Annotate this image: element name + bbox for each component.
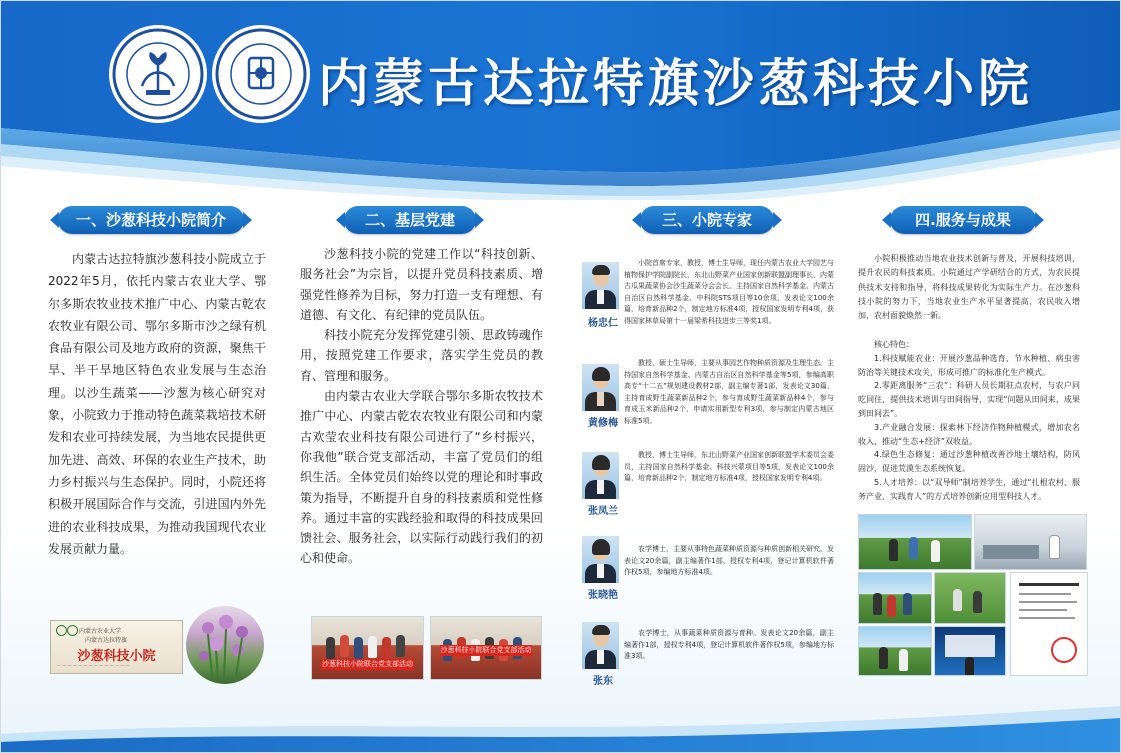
party-paragraph-3: 由内蒙古农业大学联合鄂尔多斯农牧技术推广中心、内蒙古乾农农牧业有限公司和内蒙古欢莹农业科技有限公司进行了“乡村振兴，你我他”联合党支部活动，丰富了党员们的组织生活。全体党员们始终以党的理论和时事政策为指导，不断提升自身的科技素质和党性修养。通过丰富的实践经验和取得的科技成果回馈社会、服务社会，以实际行动践行我们的初心和使命。 (300, 389, 543, 566)
core-item: 3.产业融合发展：探索林下经济作物种植模式，增加农名收入，推动“生态+经济”双收益。 (858, 422, 1080, 446)
placard-title: 内蒙古达拉特旗 (85, 637, 128, 644)
placard-photo (50, 620, 183, 674)
expert-name: 张凤兰 (588, 506, 618, 517)
expert-bio: 农学博士，从事蔬菜种质资源与育种。发表论文20余篇，副主编著作1部，授权专利4项，登记计算机软件著作权5项，参编地方标准3项。 (624, 629, 834, 661)
expert-name: 杨忠仁 (588, 318, 618, 329)
core-item: 1.科技赋能农业：开展沙葱品种选育、节水种植、病虫害防治等关键技术攻关，形成可推广的标准化生产模式。 (858, 353, 1080, 377)
core-item: 5.人才培养：以“双导师”制培养学生，通过“扎根农村、服务产业、实践育人”的方式培养创新应用型科技人才。 (858, 477, 1080, 501)
sand-onion-flower-photo (186, 606, 264, 684)
party-banner: 沙葱科技小院联合党支部活动 (322, 660, 413, 668)
board-title: 内蒙古达拉特旗沙葱科技小院 (318, 55, 1034, 114)
expert-photo (582, 536, 619, 583)
placard-foot-line: — — — — — — — — — — — — — — (57, 663, 130, 668)
certificate-document-photo (1010, 572, 1088, 676)
section-intro-text (48, 248, 266, 560)
placard-logo (67, 625, 78, 636)
party-paragraph-1: 沙葱科技小院的党建工作以“科技创新、服务社会”为宗旨，以提升党员科技素质、增强党性修养为目标，努力打造一支有理想、有道德、有文化、有纪律的党员队伍。 (300, 247, 543, 322)
expert-photo (582, 452, 619, 499)
placard-small-text: 内蒙古农业大学 (79, 628, 122, 635)
expert-bio: 教授，硕士生导师，主要从事园艺作物种质资源及生理生态。主持国家自然科学基金、内蒙古自治区自然科学基金等5项，参编高职高专“十二五”规划建设教材2部，副主编专著1部，发表论文30篇，主持育成野生蔬菜新品种2个，参与育成野生蔬菜新品种4个，参与育成玉米新品种2个，申请实用新型专利3项，参与制定内蒙古地区标准5项。 (624, 359, 834, 425)
section-service-header: 四.服务与成果 (890, 206, 1036, 234)
service-core-features (858, 338, 1080, 504)
field-inspection-photo (858, 626, 932, 676)
party-paragraph-2: 科技小院充分发挥党建引领、思政铸魂作用，按照党建工作要求，落实学生党员的教育、管理和服务。 (300, 328, 543, 383)
party-banner: 沙葱科技小院联合党支部活动 (440, 646, 532, 654)
section-party-header: 二、基层党建 (344, 206, 476, 234)
expert-photo (582, 622, 619, 669)
field-visit-photo (858, 572, 932, 624)
core-item: 4.绿色生态修复：通过沙葱种植改善沙地土壤结构，防风固沙，促进荒漠生态系统恢复。 (858, 450, 1080, 474)
science-backyard-logo (112, 28, 204, 120)
expert-bio: 教授，博士生导师，东北山野菜产业国家创新联盟学术委员会委员，主持国家自然科学基金、科技兴蒙项目等5项，发表论文100余篇，培育新品种2个，制定地方标准4项，授权国家发明专利4项。 (624, 451, 834, 483)
onion-planting-photo (934, 572, 1006, 624)
meeting-screen-photo (934, 626, 1006, 676)
core-item: 2.零距离服务“三农”：科研人员长期驻点农村，与农户同吃同住，提供技术培训与田间指导，实现“问题从田间来，成果到田间去”。 (858, 381, 1080, 418)
header-banner (0, 0, 1121, 200)
section-experts-header: 三、小院专家 (640, 206, 774, 234)
core-title: 核心特色： (874, 340, 914, 349)
intro-paragraph: 内蒙古达拉特旗沙葱科技小院成立于2022年5月，依托内蒙古农业大学、鄂尔多斯农牧业技术推广中心、内蒙古乾农农牧业有限公司、鄂尔多斯市沙之绿有机食品有限公司及地方政府的资源，聚焦干旱、半干旱地区特色农业发展与生态治理。以沙生蔬菜——沙葱为核心研究对象，小院致力于推动特色蔬菜栽培技术研发和农业可持续发展，为当地农民提供更加先进、高效、环保的农业生产技术，助力乡村振兴与生态保护。同时，小院还将积极开展国际合作与交流，引进国内外先进的农业科技成果，为推动我国现代农业发展贡献力量。 (48, 252, 266, 556)
expert-name: 张晓艳 (588, 590, 618, 601)
expert-photo (582, 262, 619, 309)
expert-photo (582, 364, 619, 411)
field-training-photo (858, 514, 972, 570)
placard-logo (56, 625, 67, 636)
lab-research-photo (974, 514, 1087, 570)
section-party-text (300, 244, 543, 569)
party-activity-photo (430, 616, 542, 680)
bottom-wave (0, 694, 1121, 753)
inner-mongolia-agricultural-university-logo (215, 28, 307, 120)
expert-name: 张东 (593, 676, 613, 687)
placard-main-text: 沙葱科技小院 (77, 649, 156, 664)
service-intro: 小院积极推动当地农业技术创新与普及，开展科技培训，提升农民的科技素质。小院通过产学研结合的方式，为农民提供技术支持和指导，将科技成果转化为实际生产力。在沙葱科技小院的努力下，当地农业生产水平显著提高，农民收入增加，农村面貌焕然一新。 (858, 254, 1080, 321)
party-activity-photo (311, 616, 424, 680)
expert-name: 黄修梅 (588, 418, 618, 429)
section-intro-header: 一、沙葱科技小院简介 (58, 206, 244, 234)
expert-bio: 农学博士，主要从事特色蔬菜种质资源与种质创新相关研究。发表论文20余篇，副主编著作1部，授权专利4项，登记计算机软件著作权5项，参编地方标准4项。 (624, 545, 834, 577)
expert-bio: 小院首席专家，教授，博士生导师，现任内蒙古农业大学园艺与植物保护学院副院长，东北山野菜产业国家创新联盟副理事长，内蒙古瓜果蔬菜协会沙生蔬菜分会会长。主持国家自然科学基金、内蒙古自治区自然科学基金、中科院STS项目等10余项，发表论文100余篇，培育新品种2个，制定地方标准4项，授权国家发明专利4项，获得国家林草局第十一届梁希科技进步三等奖1项。 (624, 259, 834, 325)
